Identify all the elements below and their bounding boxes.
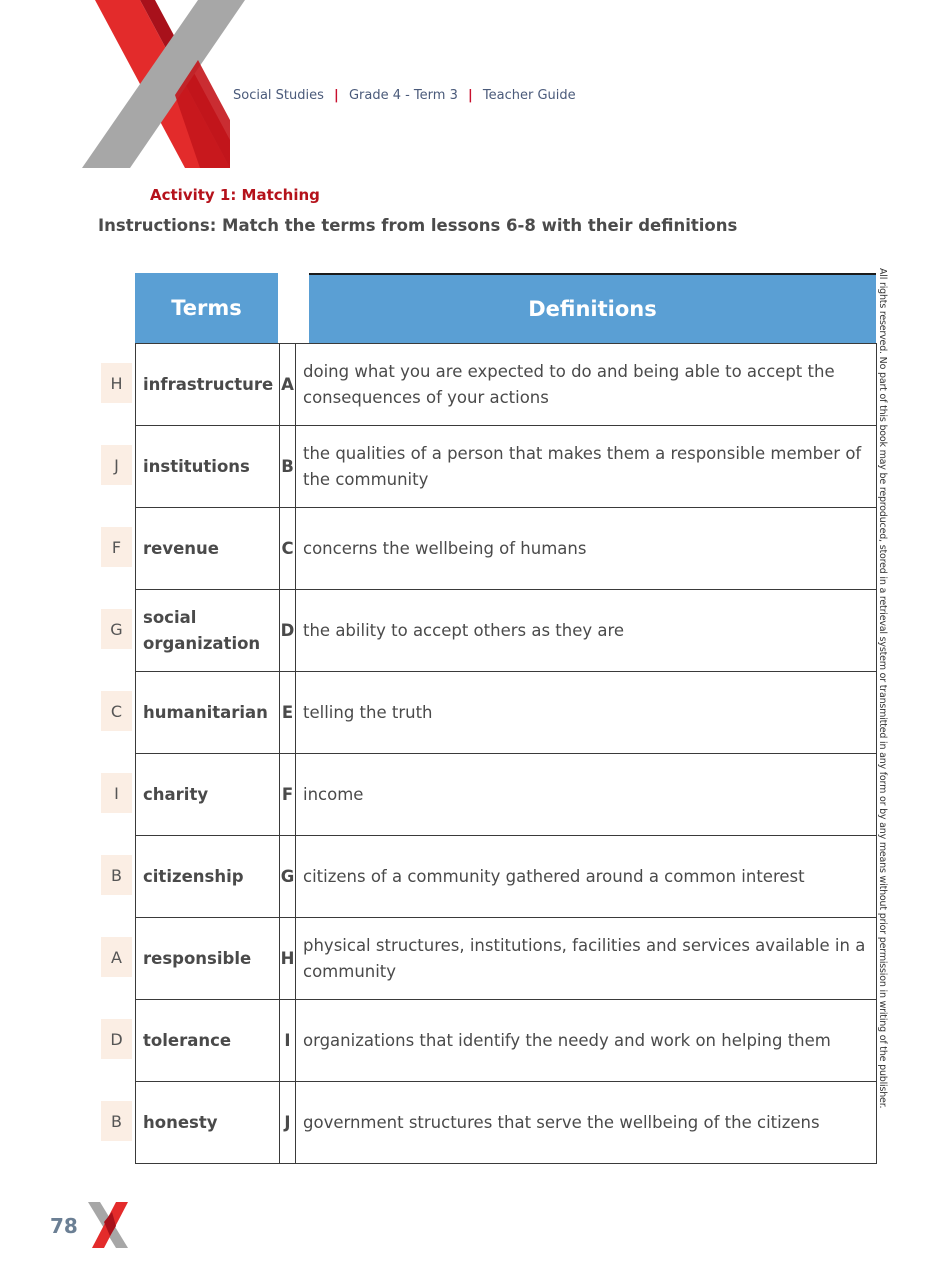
term-cell: citizenship — [136, 836, 280, 918]
terms-header: Terms — [135, 273, 278, 343]
answer-box: C — [101, 691, 132, 731]
table-row — [136, 344, 877, 426]
definition-cell: government structures that serve the wellbeing of the citizens — [296, 1082, 877, 1164]
definitions-header: Definitions — [309, 273, 876, 343]
letter-cell: E — [280, 672, 296, 754]
header-grade: Grade 4 - Term 3 — [348, 88, 458, 103]
table-row — [136, 508, 877, 590]
term-cell: revenue — [136, 508, 280, 590]
copyright-notice: All rights reserved. No part of this book may be reproduced, stored in a retrieval system or transmitted in any form or by any means without prior permission in writing of the publisher. — [877, 268, 888, 1109]
table-row — [136, 754, 877, 836]
term-cell: humanitarian — [136, 672, 280, 754]
table-row — [136, 836, 877, 918]
page-header — [233, 88, 576, 103]
matching-table — [135, 343, 877, 1164]
answer-box: H — [101, 363, 132, 403]
header-guide: Teacher Guide — [482, 88, 576, 103]
letter-cell: I — [280, 1000, 296, 1082]
definition-cell: concerns the wellbeing of humans — [296, 508, 877, 590]
answer-box: D — [101, 1019, 132, 1059]
definition-cell: physical structures, institutions, facilities and services available in a community — [296, 918, 877, 1000]
answer-box: A — [101, 937, 132, 977]
term-cell: honesty — [136, 1082, 280, 1164]
answer-box: B — [101, 1101, 132, 1141]
table-row — [136, 918, 877, 1000]
term-cell: social organization — [136, 590, 280, 672]
header-separator: | — [468, 88, 473, 103]
definition-cell: organizations that identify the needy and work on helping them — [296, 1000, 877, 1082]
letter-cell: J — [280, 1082, 296, 1164]
definition-cell: doing what you are expected to do and being able to accept the consequences of your actions — [296, 344, 877, 426]
definition-cell: citizens of a community gathered around a common interest — [296, 836, 877, 918]
letter-cell: D — [280, 590, 296, 672]
definition-cell: the qualities of a person that makes them a responsible member of the community — [296, 426, 877, 508]
answer-box: G — [101, 609, 132, 649]
publisher-logo-small-icon — [86, 1202, 130, 1248]
letter-cell: F — [280, 754, 296, 836]
term-cell: tolerance — [136, 1000, 280, 1082]
activity-instructions: Instructions: Match the terms from lessons 6-8 with their definitions — [98, 216, 738, 235]
term-cell: institutions — [136, 426, 280, 508]
answer-box: I — [101, 773, 132, 813]
letter-cell: G — [280, 836, 296, 918]
header-subject: Social Studies — [233, 88, 324, 103]
table-row — [136, 1000, 877, 1082]
letter-cell: H — [280, 918, 296, 1000]
answer-box: F — [101, 527, 132, 567]
letter-cell: B — [280, 426, 296, 508]
publisher-logo-icon — [80, 0, 250, 168]
page-number: 78 — [50, 1214, 78, 1238]
activity-title: Activity 1: Matching — [150, 186, 320, 204]
term-cell: infrastructure — [136, 344, 280, 426]
letter-cell: C — [280, 508, 296, 590]
definition-cell: income — [296, 754, 877, 836]
definition-cell: the ability to accept others as they are — [296, 590, 877, 672]
term-cell: responsible — [136, 918, 280, 1000]
header-separator: | — [334, 88, 339, 103]
table-row — [136, 590, 877, 672]
table-row — [136, 426, 877, 508]
definition-cell: telling the truth — [296, 672, 877, 754]
letter-cell: A — [280, 344, 296, 426]
answer-box: J — [101, 445, 132, 485]
answer-box: B — [101, 855, 132, 895]
table-row — [136, 1082, 877, 1164]
term-cell: charity — [136, 754, 280, 836]
table-row — [136, 672, 877, 754]
